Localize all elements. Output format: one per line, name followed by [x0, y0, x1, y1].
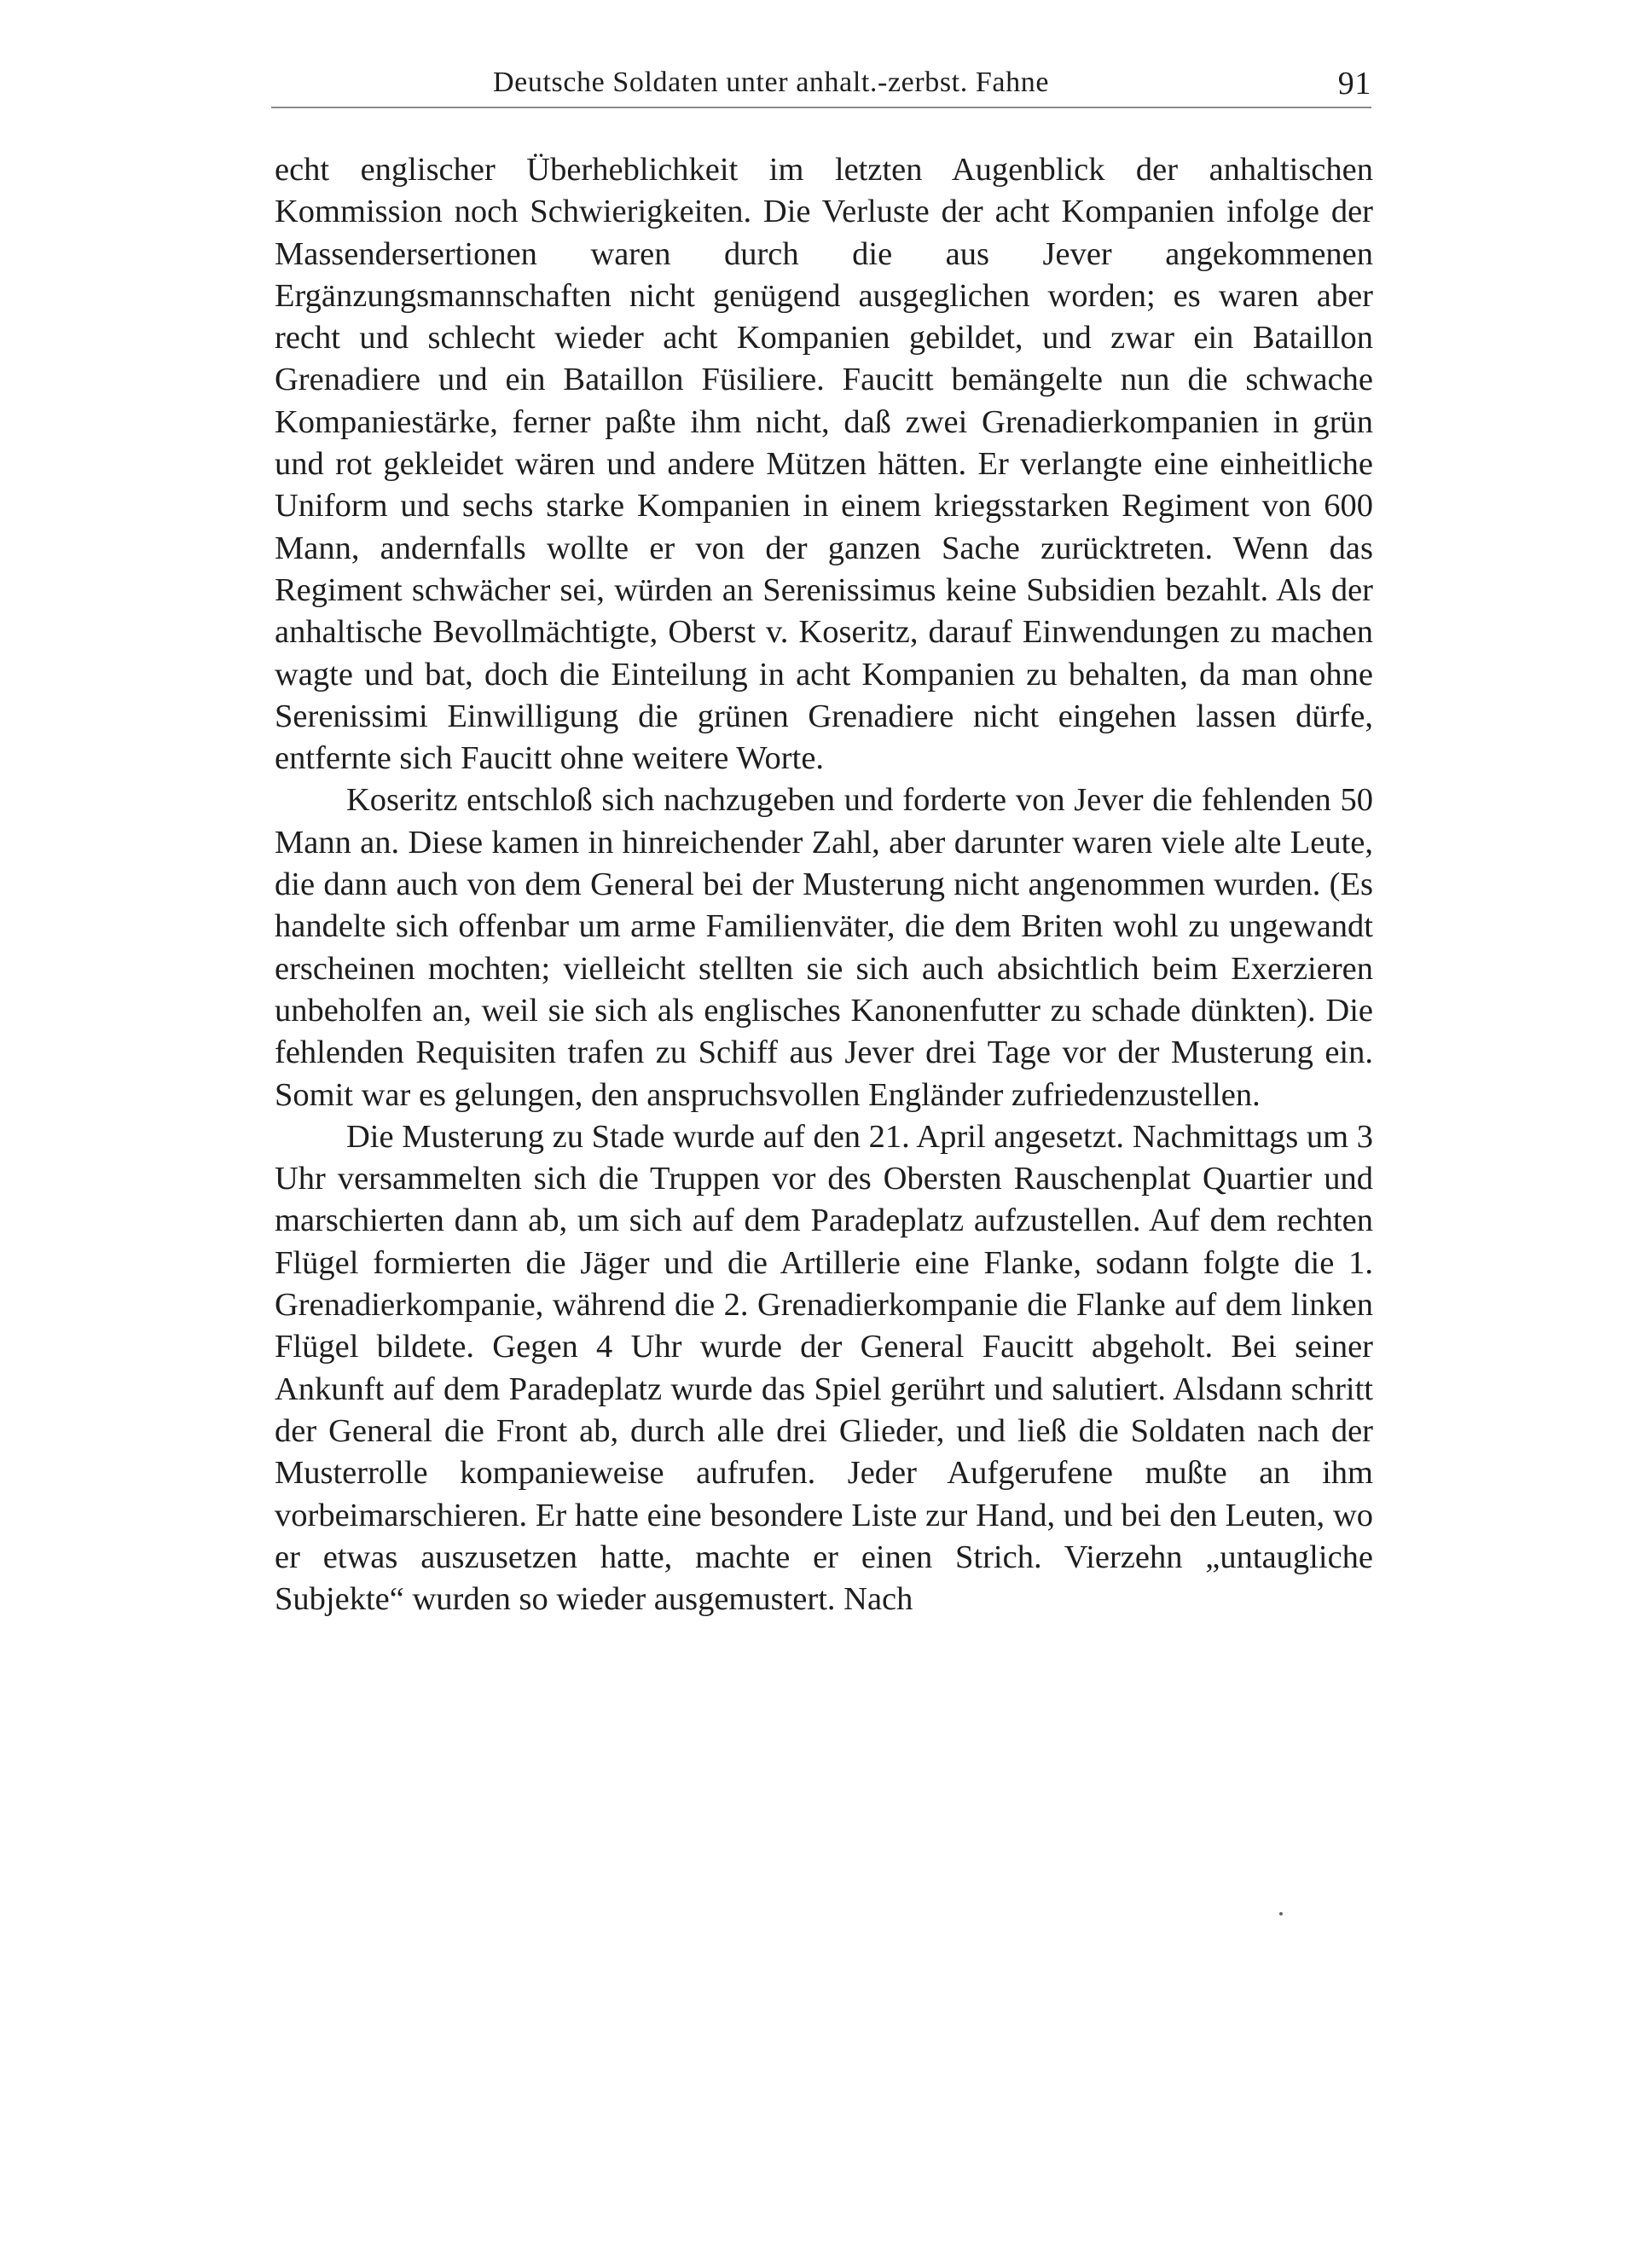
paragraph-2: Koseritz entschloß sich nachzugeben und forderte von Jever die fehlenden 50 Mann an. Diese kamen in hinreichender Zahl, aber darunter waren viele alte Leute, die dann auch von dem General bei der Musterung nicht angenommen wurden. (Es handelte sich offenbar um arme Familienväter, die dem Briten wohl zu ungewandt erscheinen mochten; vielleicht stellten sie sich auch absichtlich beim Exerzieren unbeholfen an, weil sie sich als englisches Kanonenfutter zu schade dünkten). Die fehlenden Requisiten trafen zu Schiff aus Jever drei Tage vor der Musterung ein. Somit war es gelungen, den anspruchsvollen Engländer zufriedenzustellen.	[275, 782, 1373, 1113]
body-text	[275, 149, 1373, 1620]
running-head	[271, 60, 1371, 111]
print-speck	[1279, 1912, 1283, 1915]
running-head-title: Deutsche Soldaten unter anhalt.-zerbst. Fahne	[493, 67, 1050, 98]
header-rule	[271, 107, 1371, 108]
paragraph-3: Die Musterung zu Stade wurde auf den 21. April angesetzt. Nachmittags um 3 Uhr versammelten sich die Truppen vor des Obersten Rauschenplat Quartier und marschierten dann ab, um sich auf dem Paradeplatz aufzustellen. Auf dem rechten Flügel formierten die Jäger und die Artillerie eine Flanke, sodann folgte die 1. Grenadierkompanie, während die 2. Grenadierkompanie die Flanke auf dem linken Flügel bildete. Gegen 4 Uhr wurde der General Faucitt abgeholt. Bei seiner Ankunft auf dem Paradeplatz wurde das Spiel gerührt und salutiert. Alsdann schritt der General die Front ab, durch alle drei Glieder, und ließ die Soldaten nach der Musterrolle kompanieweise aufrufen. Jeder Aufgerufene mußte an ihm vorbeimarschieren. Er hatte eine besondere Liste zur Hand, und bei den Leuten, wo er etwas auszusetzen hatte, machte er einen Strich. Vierzehn „untaugliche Subjekte“ wurden so wieder ausgemustert. Nach	[275, 1118, 1373, 1618]
page-number: 91	[1337, 66, 1371, 101]
paragraph-1: echt englischer Überheblichkeit im letzten Augenblick der anhaltischen Kommission noch Schwierigkeiten. Die Verluste der acht Kompanien infolge der Massendersertionen waren durch die aus Jever angekommenen Ergänzungsmannschaften nicht genügend ausgeglichen worden; es waren aber recht und schlecht wieder acht Kompanien gebildet, und zwar ein Bataillon Grenadiere und ein Bataillon Füsiliere. Faucitt bemängelte nun die schwache Kompaniestärke, ferner paßte ihm nicht, daß zwei Grenadierkompanien in grün und rot gekleidet wären und andere Mützen hätten. Er verlangte eine einheitliche Uniform und sechs starke Kompanien in einem kriegsstarken Regiment von 600 Mann, andernfalls wollte er von der ganzen Sache zurücktreten. Wenn das Regiment schwächer sei, würden an Serenissimus keine Subsidien bezahlt. Als der anhaltische Bevollmächtigte, Oberst v. Koseritz, darauf Einwendungen zu machen wagte und bat, doch die Einteilung in acht Kompanien zu behalten, da man ohne Serenissimi Einwilligung die grünen Grenadiere nicht eingehen lassen dürfe, entfernte sich Faucitt ohne weitere Worte.	[275, 152, 1373, 777]
